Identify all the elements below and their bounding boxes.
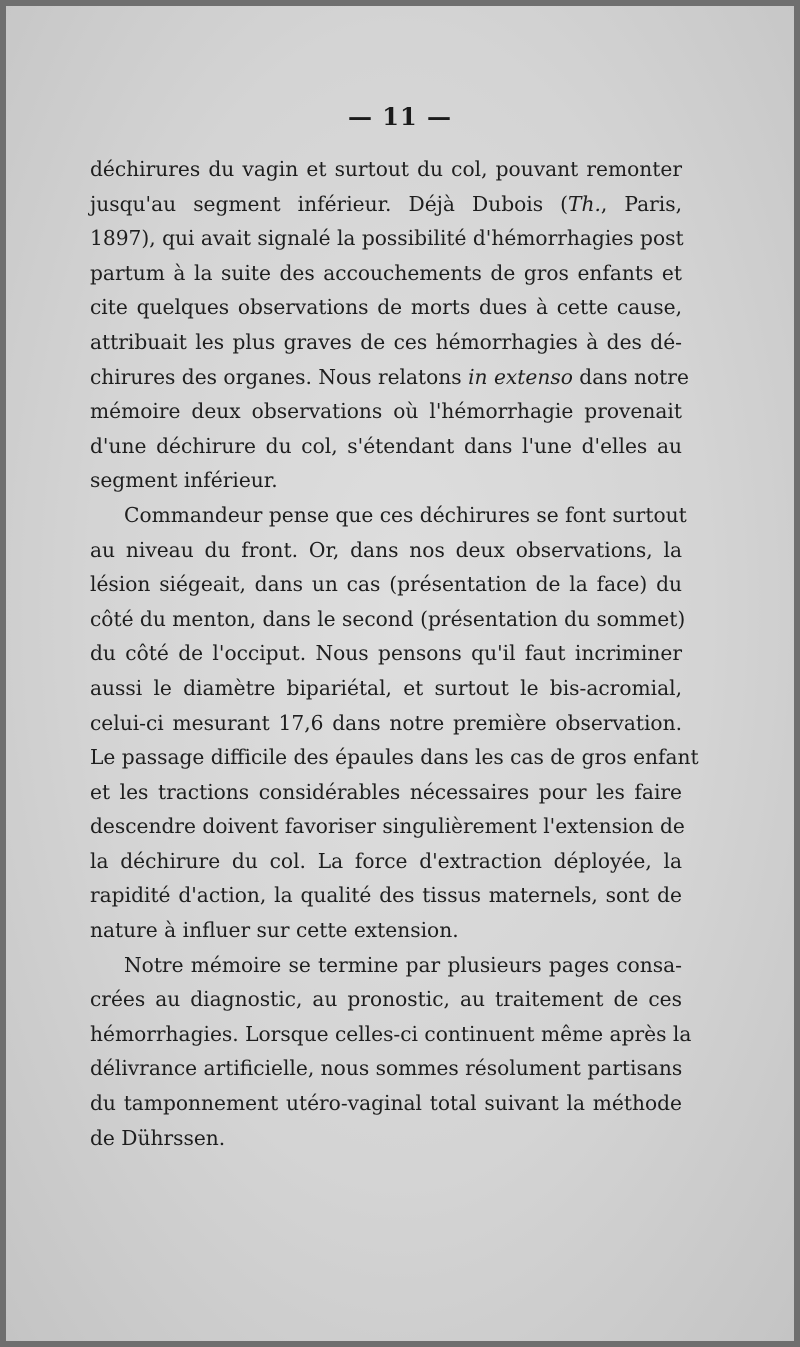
text-line: lésion siégeait, dans un cas (présentation de la face) du [90, 572, 682, 597]
text-line: crées au diagnostic, au pronostic, au traitement de ces [90, 987, 682, 1012]
text-line: et les tractions considérables nécessaires pour les faire [90, 779, 682, 804]
paragraph [90, 498, 699, 948]
text-line: déchirures du vagin et surtout du col, pouvant remonter [90, 157, 682, 181]
paragraph [90, 152, 689, 498]
text-line: nature à influer sur cette extension. [90, 918, 459, 943]
text-line: du côté de l'occiput. Nous pensons qu'il faut incriminer [90, 641, 682, 666]
text-line: celui-ci mesurant 17,6 dans notre première observation. [90, 710, 682, 735]
text-line: Notre mémoire se termine par plusieurs pages consa- [124, 952, 682, 977]
text-line: côté du menton, dans le second (présentation du sommet) [90, 606, 686, 631]
text-line: chirures des organes. Nous relatons in extenso dans notre [90, 364, 689, 389]
text-line: la déchirure du col. La force d'extraction déployée, la [90, 848, 682, 873]
text-line: segment inférieur. [90, 468, 278, 493]
text-line: mémoire deux observations où l'hémorrhagie provenait [90, 399, 682, 424]
text-line: délivrance artificielle, nous sommes résolument partisans [90, 1056, 683, 1081]
page-number: — 11 — [347, 102, 453, 131]
text-line: 1897), qui avait signalé la possibilité d'hémorrhagies post [90, 226, 684, 251]
paragraph [90, 948, 692, 1156]
text-line: rapidité d'action, la qualité des tissus maternels, sont de [90, 883, 682, 908]
text-line: hémorrhagies. Lorsque celles-ci continuent même après la [90, 1021, 692, 1046]
body-text [90, 152, 699, 1155]
text-line: d'une déchirure du col, s'étendant dans l'une d'elles au [90, 433, 682, 458]
text-line: de Dührssen. [90, 1125, 226, 1150]
text-line: attribuait les plus graves de ces hémorrhagies à des dé- [90, 329, 682, 354]
text-line: partum à la suite des accouchements de gros enfants et [90, 260, 682, 285]
text-line: du tamponnement utéro-vaginal total suivant la méthode [90, 1091, 682, 1116]
text-line: Le passage difficile des épaules dans les cas de gros enfant [90, 745, 699, 770]
text-line: au niveau du front. Or, dans nos deux observations, la [90, 537, 682, 562]
text-line: descendre doivent favoriser singulièrement l'extension de [90, 814, 685, 839]
book-page [6, 6, 794, 1341]
text-line: Commandeur pense que ces déchirures se font surtout [124, 502, 687, 527]
text-line: cite quelques observations de morts dues à cette cause, [90, 295, 682, 320]
text-line: aussi le diamètre bipariétal, et surtout le bis-acromial, [90, 675, 682, 700]
text-line: jusqu'au segment inférieur. Déjà Dubois (Th., Paris, [90, 191, 682, 216]
